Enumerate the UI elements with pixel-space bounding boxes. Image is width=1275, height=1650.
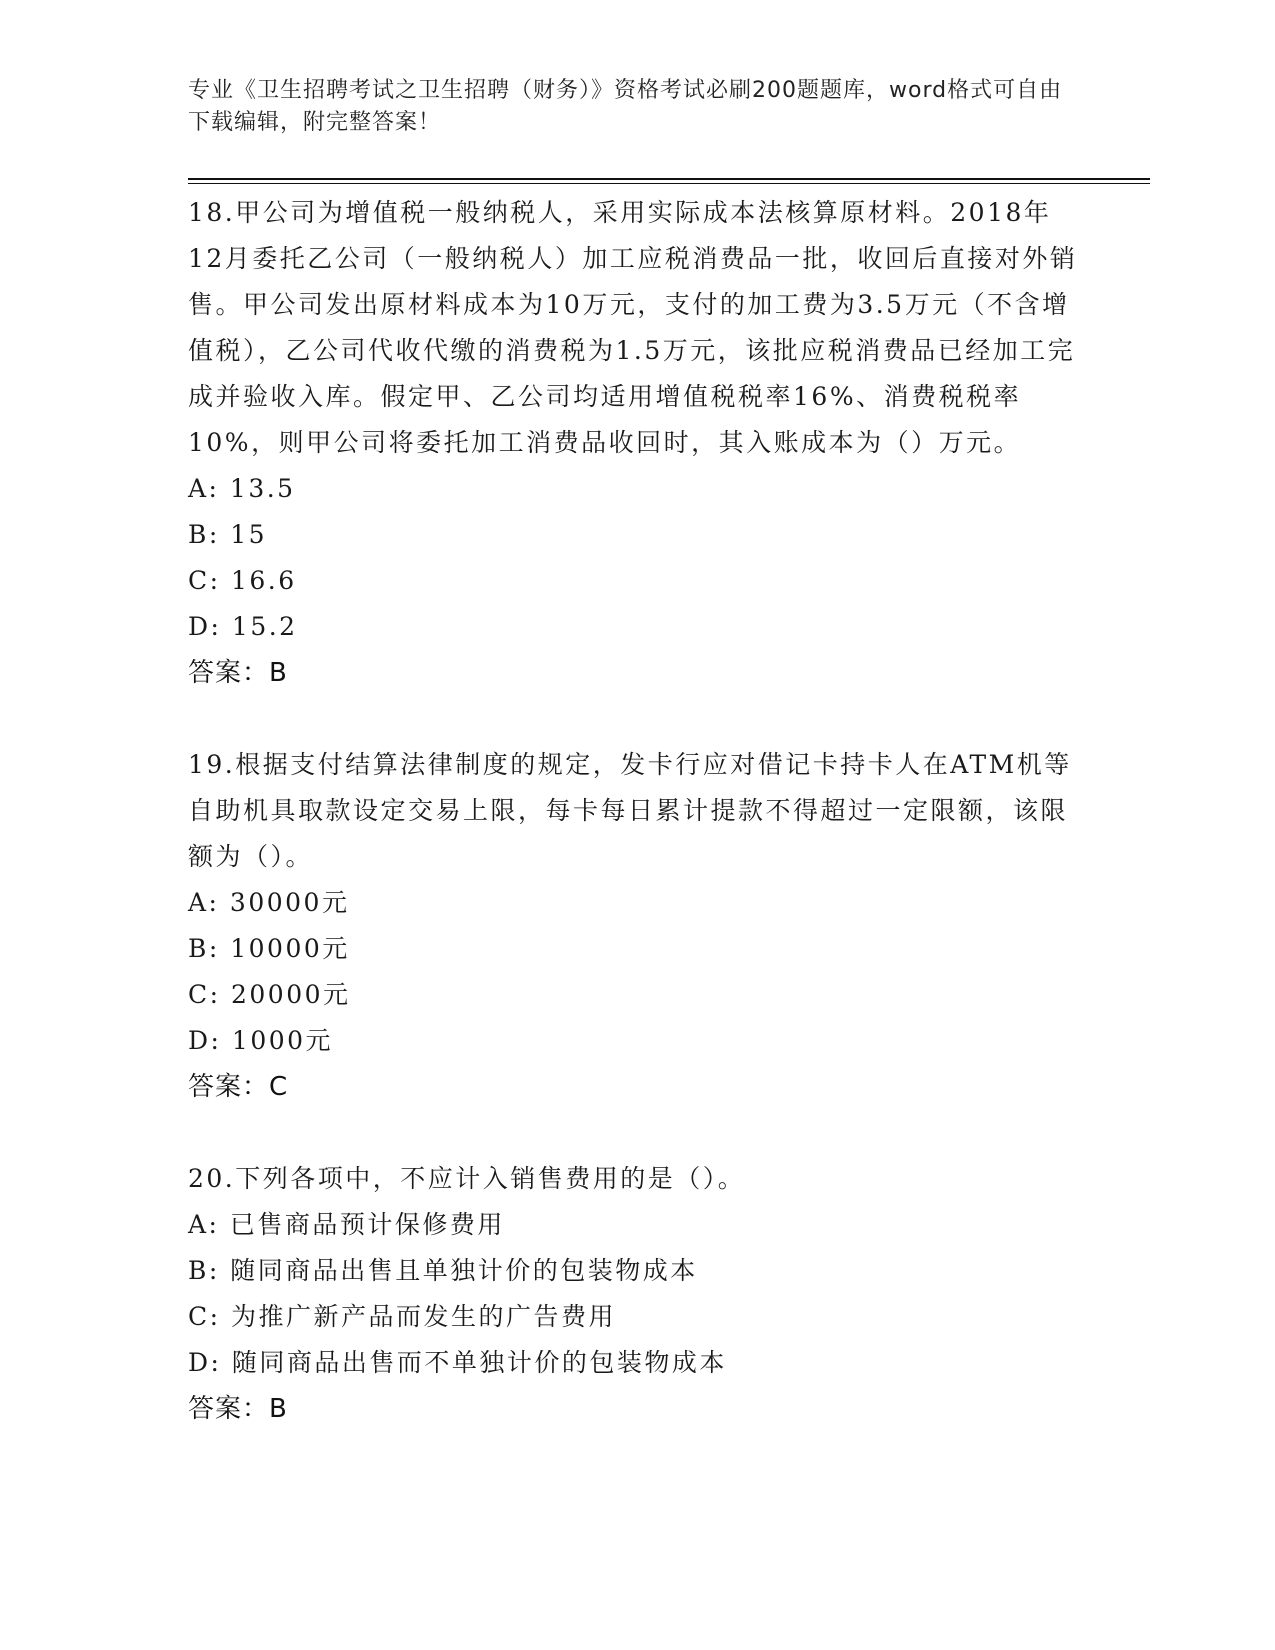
option-b: B: 15 [188, 520, 268, 549]
option-b: B: 随同商品出售且单独计价的包装物成本 [188, 1256, 698, 1285]
document-header: 专业《卫生招聘考试之卫生招聘（财务）》资格考试必刷200题题库，word格式可自由下载编辑，附完整答案！ [188, 78, 1063, 135]
question-18 [188, 190, 1078, 696]
answer-label: 答案：C [188, 1072, 289, 1102]
question-list [188, 190, 1078, 1432]
question-stem: 18.甲公司为增值税一般纳税人，采用实际成本法核算原材料。2018年12月委托乙公司（一般纳税人）加工应税消费品一批，收回后直接对外销售。甲公司发出原材料成本为10万元，支付的加工费为3.5万元（不含增值税），乙公司代收代缴的消费税为1.5万元，该批应税消费品已经加工完成并验收入库。假定甲、乙公司均适用增值税税率16%、消费税税率10%，则甲公司将委托加工消费品收回时，其入账成本为（）万元。 [188, 198, 1078, 457]
option-c: C: 16.6 [188, 566, 297, 595]
option-b: B: 10000元 [188, 934, 350, 963]
header-divider-thin [188, 183, 1150, 184]
question-19 [188, 742, 1078, 1110]
question-stem: 19.根据支付结算法律制度的规定，发卡行应对借记卡持卡人在ATM机等自助机具取款设定交易上限，每卡每日累计提款不得超过一定限额，该限额为（）。 [188, 750, 1072, 871]
header-divider-thick [188, 178, 1150, 180]
question-20 [188, 1156, 1078, 1432]
question-gap [188, 696, 1078, 742]
option-c: C: 为推广新产品而发生的广告费用 [188, 1302, 616, 1331]
answer-label: 答案：B [188, 658, 288, 688]
question-stem: 20.下列各项中，不应计入销售费用的是（）。 [188, 1164, 746, 1193]
option-d: D: 1000元 [188, 1026, 334, 1055]
option-a: A: 30000元 [188, 888, 350, 917]
option-c: C: 20000元 [188, 980, 351, 1009]
option-d: D: 15.2 [188, 612, 298, 641]
question-gap [188, 1110, 1078, 1156]
option-a: A: 已售商品预计保修费用 [188, 1210, 505, 1239]
answer-label: 答案：B [188, 1394, 288, 1424]
option-a: A: 13.5 [188, 474, 296, 503]
option-d: D: 随同商品出售而不单独计价的包装物成本 [188, 1348, 727, 1377]
